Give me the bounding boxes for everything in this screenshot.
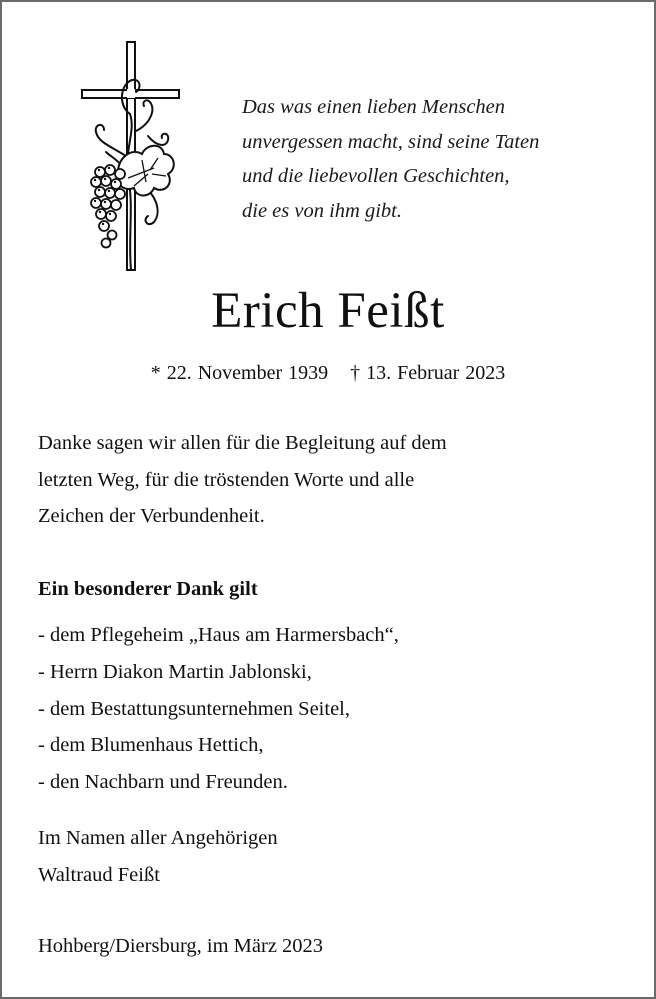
special-thanks-list [38, 617, 638, 801]
signature-line: Waltraud Feißt [38, 863, 160, 886]
birth-date: * 22. November 1939 [150, 362, 329, 384]
quote-line: und die liebevollen Geschichten, [242, 165, 510, 187]
memorial-quote [242, 90, 637, 228]
quote-line: die es von ihm gibt. [242, 199, 402, 222]
list-item: - Herrn Diakon Martin Jablonski, [38, 660, 312, 683]
thanks-paragraph [38, 425, 638, 535]
deceased-name: Erich Feißt [211, 283, 445, 339]
thanks-line: Zeichen der Verbundenheit. [38, 505, 265, 527]
death-date: † 13. Februar 2023 [350, 362, 506, 384]
place-date: Hohberg/Diersburg, im März 2023 [38, 935, 324, 957]
list-item: - dem Bestattungsunternehmen Seitel, [38, 697, 350, 720]
quote-line: Das was einen lieben Menschen [242, 96, 506, 118]
list-item: - den Nachbarn und Freunden. [38, 771, 288, 794]
cross-with-grapevine-icon [70, 36, 180, 274]
list-item: - dem Blumenhaus Hettich, [38, 734, 264, 757]
special-thanks-heading: Ein besonderer Dank gilt [38, 578, 258, 600]
list-item: - dem Pflegeheim „Haus am Harmersbach“, [38, 624, 399, 646]
life-dates [2, 362, 654, 385]
quote-line: unvergessen macht, sind seine Taten [242, 130, 540, 153]
signature-block [38, 820, 638, 893]
thanks-line: Danke sagen wir allen für die Begleitung auf dem [38, 432, 447, 454]
signature-line: Im Namen aller Angehörigen [38, 827, 278, 849]
thanks-line: letzten Weg, für die tröstenden Worte und alle [38, 468, 415, 491]
